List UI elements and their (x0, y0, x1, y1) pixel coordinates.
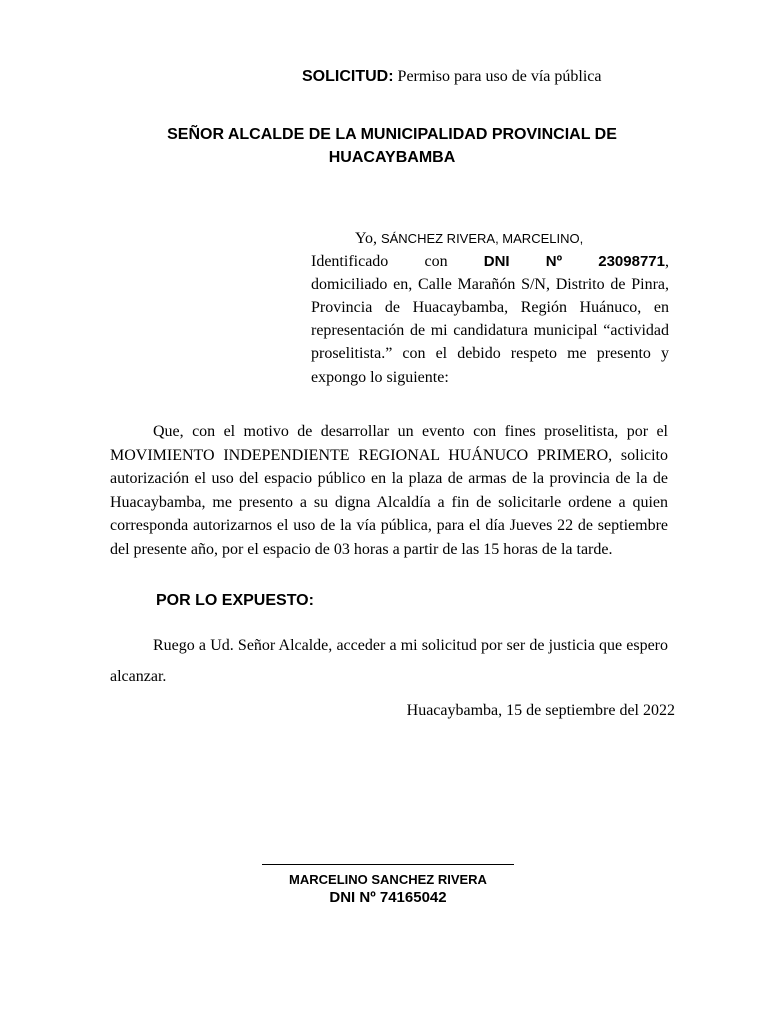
subject-value: Permiso para uso de vía pública (397, 68, 602, 85)
closing-paragraph: Ruego a Ud. Señor Alcalde, acceder a mi solicitud por ser de justicia que espero alcanzar. (110, 637, 668, 685)
intro-dni-line: Identificado con DNI Nº 23098771, (311, 250, 669, 273)
expuesto-heading: POR LO EXPUESTO: (156, 592, 314, 609)
intro-rest: domiciliado en, Calle Marañón S/N, Distrito de Pinra, Provincia de Huacaybamba, Región Huánuco, en representación de mi candidatura municipal “actividad proselitista.” con el debido respeto me presento y expongo lo siguiente: (311, 276, 669, 386)
applicant-name: SÁNCHEZ RIVERA, MARCELINO, (380, 231, 584, 246)
place-date: Huacaybamba, 15 de septiembre del 2022 (406, 702, 675, 719)
intro-yo: Yo, (355, 230, 377, 247)
body-paragraph-block (110, 420, 668, 562)
subject-line (302, 68, 602, 86)
body-paragraph: Que, con el motivo de desarrollar un evento con fines proselitista, por el MOVIMIENTO INDEPENDIENTE REGIONAL HUÁNUCO PRIMERO, solicito autorización el uso del espacio público en la plaza de armas de la provincia de la de Huacaybamba, me presento a su digna Alcaldía a fin de solicitarle ordene a quien corresponda autorizarnos el uso de la vía pública, para el día Jueves 22 de septiembre del presente año, por el espacio de 03 horas a partir de las 15 horas de la tarde. (110, 423, 668, 558)
signature-name: MARCELINO SANCHEZ RIVERA (289, 872, 487, 887)
subject-label: SOLICITUD: (302, 68, 394, 85)
addressee (110, 123, 674, 169)
intro-con: con (424, 253, 448, 271)
addressee-line-1: SEÑOR ALCALDE DE LA MUNICIPALIDAD PROVINCIAL DE (167, 126, 617, 143)
signature-line (262, 864, 514, 865)
intro-dni-number: 23098771 (598, 253, 665, 271)
signature-dni: DNI Nº 74165042 (329, 889, 447, 906)
intro-dni-no: Nº (545, 253, 563, 271)
closing-block (110, 630, 668, 692)
intro-identificado: Identificado (311, 253, 389, 271)
intro-first-line (311, 227, 669, 250)
intro-dni-label: DNI (483, 253, 510, 271)
intro-block (311, 227, 669, 389)
addressee-line-2: HUACAYBAMBA (328, 149, 456, 166)
